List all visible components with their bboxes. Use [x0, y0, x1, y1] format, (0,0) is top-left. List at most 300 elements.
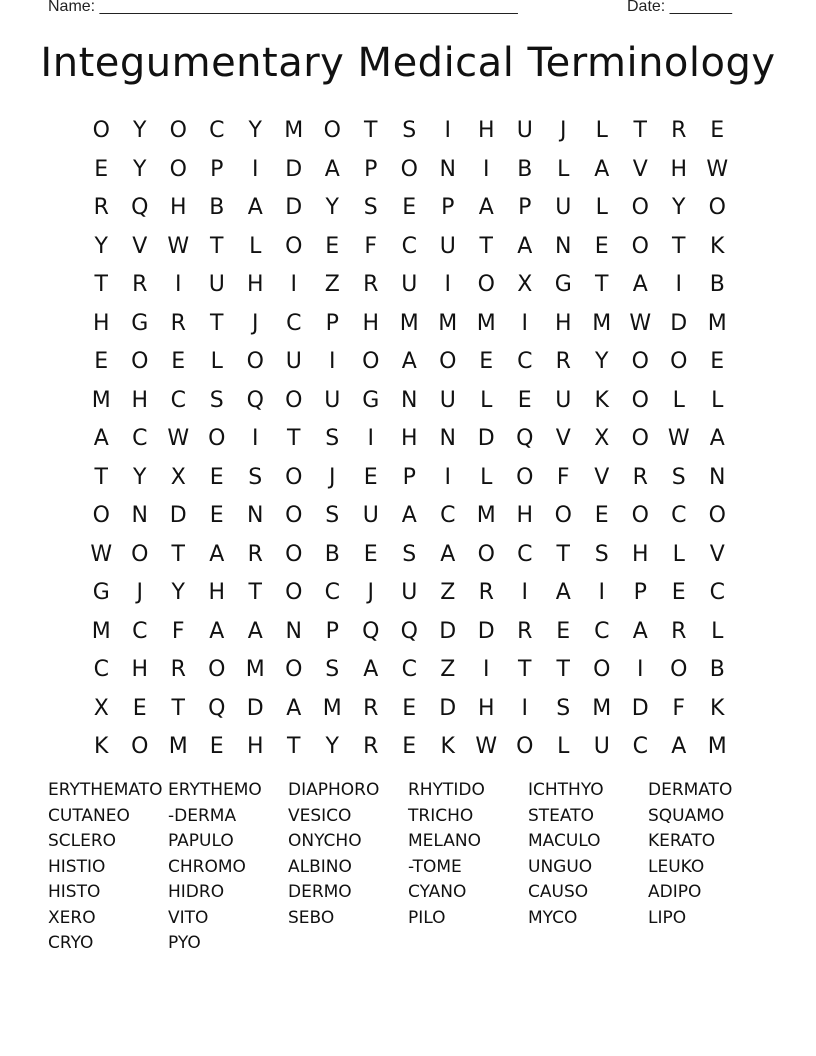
- grid-letter: H: [169, 195, 187, 220]
- grid-letter: F: [364, 233, 378, 259]
- grid-letter: S: [325, 503, 340, 528]
- grid-letter: U: [555, 387, 572, 413]
- grid-letter: O: [708, 503, 726, 528]
- grid-letter: A: [286, 695, 302, 721]
- grid-letter: C: [709, 580, 725, 605]
- date-field-label: Date: _______: [627, 0, 732, 15]
- grid-letter: O: [131, 734, 149, 759]
- grid-row: [82, 343, 737, 382]
- grid-row: [82, 151, 737, 190]
- word-list-item: DERMO: [288, 882, 352, 902]
- grid-letter: R: [671, 118, 687, 143]
- grid-letter: R: [93, 195, 109, 220]
- grid-row: [82, 266, 737, 305]
- grid-letter: E: [363, 541, 378, 567]
- grid-letter: O: [169, 156, 187, 182]
- grid-letter: S: [556, 695, 571, 721]
- grid-letter: B: [324, 541, 340, 567]
- grid-letter: Y: [248, 118, 262, 143]
- grid-letter: K: [94, 734, 109, 759]
- grid-letter: A: [671, 734, 687, 759]
- grid-letter: Y: [325, 734, 339, 759]
- word-list-item: VITO: [168, 907, 209, 928]
- grid-letter: Z: [324, 272, 340, 297]
- word-list-item: STEATO: [528, 805, 594, 826]
- grid-letter: S: [248, 464, 263, 490]
- grid-letter: H: [208, 580, 226, 605]
- grid-letter: R: [363, 734, 379, 759]
- grid-letter: U: [593, 734, 610, 759]
- grid-letter: C: [286, 310, 302, 336]
- grid-letter: U: [401, 272, 418, 297]
- grid-letter: U: [439, 233, 456, 259]
- word-list-item: UNGUO: [528, 856, 593, 877]
- grid-letter: L: [711, 387, 724, 413]
- word-list-item: MYCO: [528, 907, 578, 928]
- word-list-item: SEBO: [288, 907, 335, 928]
- grid-letter: Y: [595, 349, 609, 374]
- word-list-item: LEUKO: [648, 856, 705, 877]
- grid-letter: D: [670, 310, 688, 336]
- grid-letter: M: [476, 503, 496, 528]
- grid-letter: G: [554, 272, 572, 297]
- grid-letter: M: [91, 618, 111, 644]
- grid-letter: E: [402, 734, 417, 759]
- grid-letter: D: [285, 156, 303, 182]
- grid-letter: C: [209, 118, 225, 143]
- word-list-item: -TOME: [408, 856, 462, 877]
- word-list-item: DIAPHORO: [288, 780, 380, 800]
- grid-letter: O: [516, 734, 534, 759]
- grid-letter: E: [209, 464, 224, 490]
- grid-letter: E: [710, 349, 725, 374]
- grid-row: [82, 382, 737, 421]
- grid-letter: W: [167, 426, 190, 451]
- grid-letter: P: [441, 195, 455, 220]
- grid-letter: P: [210, 156, 224, 182]
- grid-letter: O: [477, 272, 495, 297]
- grid-letter: M: [245, 657, 265, 682]
- grid-letter: D: [246, 695, 264, 721]
- grid-letter: Q: [246, 387, 264, 413]
- word-list-item: ONYCHO: [288, 831, 362, 851]
- page-title: Integumentary Medical Terminology: [40, 40, 776, 86]
- grid-letter: T: [210, 310, 224, 336]
- grid-letter: A: [517, 233, 533, 259]
- grid-letter: N: [439, 426, 456, 451]
- grid-letter: E: [402, 195, 417, 220]
- word-list-item: VESICO: [288, 805, 352, 826]
- grid-letter: G: [131, 310, 149, 336]
- grid-letter: T: [171, 541, 185, 567]
- word-list-item: ALBINO: [288, 856, 352, 877]
- grid-letter: S: [325, 426, 340, 451]
- grid-letter: C: [517, 541, 533, 567]
- grid-letter: D: [631, 695, 649, 721]
- word-list-item: ERYTHEMO: [168, 780, 262, 800]
- word-list-item: SQUAMO: [648, 805, 725, 826]
- word-list-item: HIDRO: [168, 882, 225, 902]
- grid-letter: O: [131, 541, 149, 567]
- grid-letter: Y: [133, 156, 147, 182]
- grid-letter: E: [556, 618, 571, 644]
- grid-letter: K: [710, 233, 725, 259]
- grid-letter: C: [401, 233, 417, 259]
- grid-letter: E: [325, 233, 340, 259]
- grid-row: [82, 420, 737, 459]
- grid-letter: K: [440, 734, 455, 759]
- grid-letter: B: [517, 156, 533, 182]
- grid-row: [82, 651, 737, 690]
- grid-letter: I: [444, 464, 451, 490]
- grid-letter: O: [631, 195, 649, 220]
- word-list-item: PYO: [168, 933, 201, 953]
- grid-letter: O: [285, 657, 303, 682]
- grid-letter: X: [594, 426, 610, 451]
- grid-letter: N: [247, 503, 264, 528]
- grid-letter: M: [91, 387, 111, 413]
- word-list-item: XERO: [48, 907, 96, 928]
- grid-letter: V: [594, 464, 610, 490]
- grid-letter: M: [476, 310, 496, 336]
- grid-letter: E: [594, 233, 609, 259]
- grid-letter: M: [168, 734, 188, 759]
- grid-letter: Q: [400, 618, 418, 644]
- grid-letter: W: [629, 310, 652, 336]
- grid-letter: T: [479, 233, 493, 259]
- grid-letter: O: [708, 195, 726, 220]
- grid-letter: T: [287, 426, 301, 451]
- grid-letter: T: [595, 272, 609, 297]
- grid-letter: B: [709, 657, 725, 682]
- word-list-item: PAPULO: [168, 831, 234, 851]
- grid-letter: P: [325, 310, 339, 336]
- grid-letter: O: [631, 503, 649, 528]
- grid-letter: E: [671, 580, 686, 605]
- grid-letter: J: [329, 464, 336, 490]
- grid-letter: T: [94, 272, 108, 297]
- grid-letter: A: [247, 618, 263, 644]
- grid-letter: I: [483, 657, 490, 682]
- grid-letter: U: [324, 387, 341, 413]
- grid-letter: D: [439, 618, 457, 644]
- grid-letter: K: [594, 387, 609, 413]
- grid-letter: T: [364, 118, 378, 143]
- grid-letter: H: [477, 695, 495, 721]
- word-list-item: MELANO: [408, 831, 481, 851]
- grid-letter: S: [402, 541, 417, 567]
- grid-letter: U: [516, 118, 533, 143]
- grid-letter: G: [92, 580, 110, 605]
- grid-letter: Q: [516, 426, 534, 451]
- grid-letter: I: [367, 426, 374, 451]
- grid-letter: R: [170, 657, 186, 682]
- grid-letter: N: [555, 233, 572, 259]
- grid-letter: S: [671, 464, 686, 490]
- grid-letter: M: [707, 734, 727, 759]
- grid-letter: D: [285, 195, 303, 220]
- grid-letter: C: [632, 734, 648, 759]
- grid-letter: O: [593, 657, 611, 682]
- grid-letter: L: [711, 618, 724, 644]
- grid-letter: P: [633, 580, 647, 605]
- word-list-item: ERYTHEMATO: [48, 780, 163, 800]
- grid-letter: A: [632, 618, 648, 644]
- grid-letter: V: [132, 233, 148, 259]
- grid-letter: D: [477, 618, 495, 644]
- grid-letter: H: [362, 310, 380, 336]
- grid-letter: H: [670, 156, 688, 182]
- grid-letter: O: [516, 464, 534, 490]
- grid-letter: O: [285, 541, 303, 567]
- grid-letter: D: [439, 695, 457, 721]
- grid-row: [82, 112, 737, 151]
- grid-letter: L: [210, 349, 223, 374]
- grid-letter: Z: [440, 580, 456, 605]
- grid-letter: R: [555, 349, 571, 374]
- grid-row: [82, 305, 737, 344]
- grid-letter: D: [169, 503, 187, 528]
- grid-letter: B: [709, 272, 725, 297]
- grid-letter: P: [402, 464, 416, 490]
- grid-letter: Y: [171, 580, 185, 605]
- grid-letter: X: [93, 695, 109, 721]
- grid-letter: J: [367, 580, 374, 605]
- grid-letter: I: [598, 580, 605, 605]
- grid-letter: L: [595, 195, 608, 220]
- grid-letter: Q: [362, 618, 380, 644]
- grid-letter: I: [637, 657, 644, 682]
- word-list-item: -DERMA: [168, 805, 237, 826]
- grid-letter: O: [246, 349, 264, 374]
- grid-letter: S: [325, 657, 340, 682]
- grid-letter: G: [362, 387, 380, 413]
- grid-letter: S: [363, 195, 378, 220]
- grid-letter: R: [132, 272, 148, 297]
- grid-letter: P: [325, 618, 339, 644]
- grid-letter: X: [517, 272, 533, 297]
- word-list-item: CYANO: [408, 882, 467, 902]
- grid-row: [82, 728, 737, 767]
- grid-letter: A: [209, 618, 225, 644]
- grid-letter: O: [362, 349, 380, 374]
- grid-letter: H: [631, 541, 649, 567]
- grid-letter: M: [592, 310, 612, 336]
- grid-letter: S: [402, 118, 417, 143]
- grid-letter: L: [672, 387, 685, 413]
- grid-letter: W: [475, 734, 498, 759]
- grid-letter: Q: [208, 695, 226, 721]
- grid-letter: O: [631, 387, 649, 413]
- grid-letter: O: [285, 387, 303, 413]
- grid-letter: U: [401, 580, 418, 605]
- grid-letter: O: [670, 657, 688, 682]
- grid-letter: A: [93, 426, 109, 451]
- grid-letter: E: [710, 118, 725, 143]
- grid-letter: C: [170, 387, 186, 413]
- grid-letter: F: [171, 618, 185, 644]
- grid-letter: Z: [440, 657, 456, 682]
- grid-letter: I: [521, 310, 528, 336]
- grid-letter: L: [557, 156, 570, 182]
- word-list-item: ICHTHYO: [528, 780, 604, 800]
- grid-letter: M: [438, 310, 458, 336]
- grid-letter: M: [322, 695, 342, 721]
- grid-letter: L: [480, 464, 493, 490]
- grid-letter: V: [632, 156, 648, 182]
- grid-letter: M: [284, 118, 304, 143]
- grid-letter: H: [246, 734, 264, 759]
- grid-letter: Y: [133, 118, 147, 143]
- grid-letter: H: [400, 426, 418, 451]
- grid-letter: A: [709, 426, 725, 451]
- grid-letter: F: [556, 464, 570, 490]
- grid-letter: I: [444, 272, 451, 297]
- grid-letter: E: [517, 387, 532, 413]
- grid-letter: A: [478, 195, 494, 220]
- grid-letter: I: [175, 272, 182, 297]
- word-list-item: KERATO: [648, 831, 716, 851]
- grid-letter: R: [671, 618, 687, 644]
- grid-letter: C: [517, 349, 533, 374]
- word-list-item: ADIPO: [648, 882, 702, 902]
- grid-letter: O: [92, 503, 110, 528]
- grid-letter: O: [439, 349, 457, 374]
- grid-letter: R: [517, 618, 533, 644]
- grid-letter: C: [93, 657, 109, 682]
- grid-letter: A: [401, 349, 417, 374]
- grid-letter: A: [401, 503, 417, 528]
- grid-letter: C: [671, 503, 687, 528]
- grid-letter: E: [402, 695, 417, 721]
- grid-letter: O: [631, 426, 649, 451]
- grid-letter: Y: [94, 233, 108, 259]
- grid-row: [82, 228, 737, 267]
- grid-letter: W: [167, 233, 190, 259]
- grid-letter: T: [556, 657, 570, 682]
- grid-letter: O: [92, 118, 110, 143]
- grid-letter: O: [323, 118, 341, 143]
- grid-letter: U: [285, 349, 302, 374]
- grid-letter: O: [285, 233, 303, 259]
- grid-letter: I: [444, 118, 451, 143]
- grid-letter: O: [477, 541, 495, 567]
- grid-letter: I: [483, 156, 490, 182]
- grid-letter: H: [246, 272, 264, 297]
- grid-letter: C: [401, 657, 417, 682]
- grid-letter: W: [90, 541, 113, 567]
- grid-letter: T: [171, 695, 185, 721]
- grid-letter: C: [132, 618, 148, 644]
- word-list: [48, 780, 768, 954]
- grid-letter: E: [171, 349, 186, 374]
- grid-letter: A: [594, 156, 610, 182]
- word-list-item: HISTIO: [48, 856, 106, 877]
- grid-row: [82, 189, 737, 228]
- grid-letter: N: [131, 503, 148, 528]
- grid-letter: H: [131, 657, 149, 682]
- grid-letter: A: [555, 580, 571, 605]
- grid-letter: O: [285, 580, 303, 605]
- grid-letter: T: [633, 118, 647, 143]
- grid-letter: O: [285, 464, 303, 490]
- grid-letter: U: [555, 195, 572, 220]
- grid-letter: J: [560, 118, 567, 143]
- grid-letter: L: [557, 734, 570, 759]
- grid-letter: Y: [325, 195, 339, 220]
- grid-letter: O: [208, 657, 226, 682]
- grid-letter: C: [132, 426, 148, 451]
- grid-letter: O: [554, 503, 572, 528]
- grid-letter: E: [94, 156, 109, 182]
- grid-letter: R: [170, 310, 186, 336]
- grid-letter: Q: [131, 195, 149, 220]
- grid-letter: I: [252, 426, 259, 451]
- grid-row: [82, 613, 737, 652]
- grid-letter: I: [329, 349, 336, 374]
- grid-letter: J: [252, 310, 259, 336]
- grid-letter: L: [595, 118, 608, 143]
- grid-letter: N: [709, 464, 726, 490]
- grid-letter: A: [247, 195, 263, 220]
- grid-row: [82, 459, 737, 498]
- grid-letter: O: [169, 118, 187, 143]
- grid-letter: I: [252, 156, 259, 182]
- grid-letter: I: [521, 695, 528, 721]
- name-field-label: Name: _______________________________________________: [48, 0, 518, 15]
- grid-letter: R: [247, 541, 263, 567]
- word-list-item: CUTANEO: [48, 805, 130, 826]
- grid-letter: T: [672, 233, 686, 259]
- grid-letter: H: [554, 310, 572, 336]
- grid-letter: E: [209, 503, 224, 528]
- grid-letter: L: [249, 233, 262, 259]
- grid-letter: N: [285, 618, 302, 644]
- grid-letter: T: [556, 541, 570, 567]
- grid-letter: P: [364, 156, 378, 182]
- grid-letter: T: [287, 734, 301, 759]
- grid-row: [82, 690, 737, 729]
- grid-letter: R: [632, 464, 648, 490]
- word-list-item: TRICHO: [408, 805, 474, 826]
- grid-letter: C: [594, 618, 610, 644]
- grid-letter: T: [210, 233, 224, 259]
- grid-letter: E: [479, 349, 494, 374]
- grid-letter: N: [439, 156, 456, 182]
- grid-letter: O: [285, 503, 303, 528]
- grid-letter: I: [675, 272, 682, 297]
- grid-letter: B: [209, 195, 225, 220]
- grid-letter: H: [92, 310, 110, 336]
- grid-letter: O: [670, 349, 688, 374]
- grid-letter: Y: [133, 464, 147, 490]
- grid-letter: U: [362, 503, 379, 528]
- grid-letter: F: [672, 695, 686, 721]
- grid-letter: O: [631, 233, 649, 259]
- grid-letter: O: [208, 426, 226, 451]
- grid-letter: S: [594, 541, 609, 567]
- grid-letter: H: [516, 503, 534, 528]
- grid-row: [82, 497, 737, 536]
- word-list-item: RHYTIDO: [408, 780, 485, 800]
- grid-letter: X: [170, 464, 186, 490]
- grid-letter: I: [521, 580, 528, 605]
- grid-letter: E: [363, 464, 378, 490]
- grid-letter: T: [248, 580, 262, 605]
- grid-letter: C: [440, 503, 456, 528]
- grid-letter: A: [363, 657, 379, 682]
- grid-letter: U: [439, 387, 456, 413]
